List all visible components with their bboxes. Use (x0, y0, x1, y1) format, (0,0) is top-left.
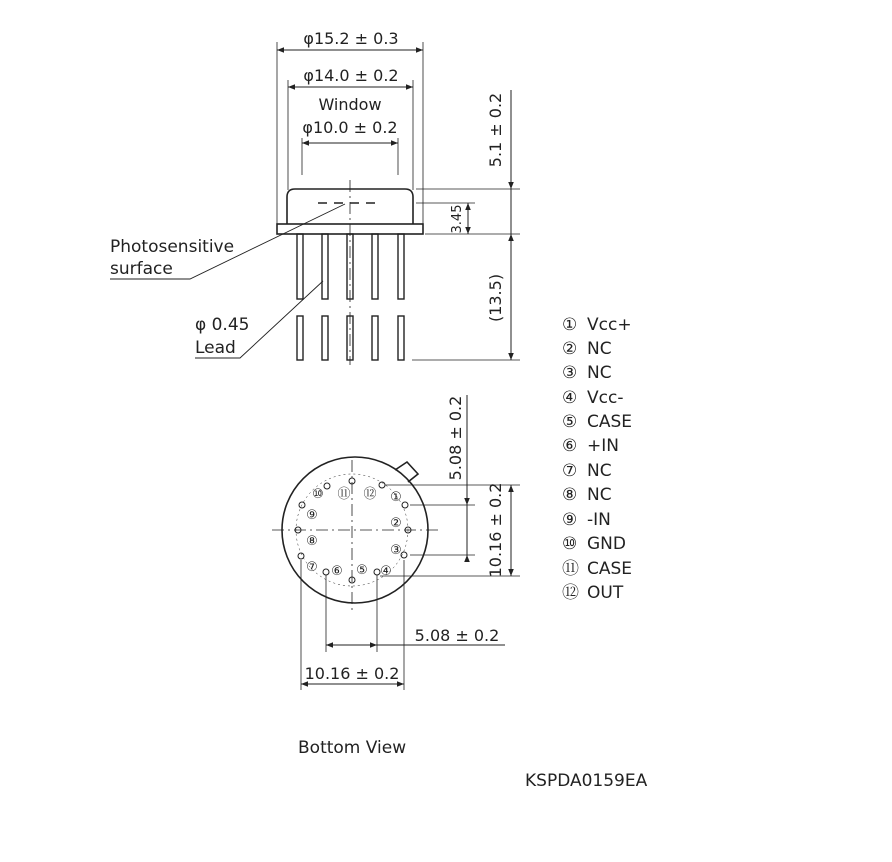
pin-number: ③ (390, 543, 402, 558)
pin-number: ⑤ (356, 563, 368, 578)
pin-legend-item (562, 315, 632, 335)
dim-window-label: φ10.0 ± 0.2 (302, 118, 398, 137)
side-view (110, 29, 520, 365)
pin-number: ⑧ (306, 534, 318, 549)
dim-height-label: 5.1 ± 0.2 (486, 92, 505, 168)
pin-legend-name: NC (587, 461, 612, 481)
pin-legend-number: ⑨ (562, 510, 578, 530)
pin-number: ⑫ (363, 487, 377, 502)
window-label: Window (318, 95, 382, 114)
pin-legend-item (562, 583, 624, 603)
dim-h-small-label: 5.08 ± 0.2 (414, 626, 500, 645)
pin-legend-number: ⑩ (562, 534, 578, 554)
pin-legend-name: Vcc+ (587, 315, 632, 335)
pin-legend-number: ⑧ (562, 485, 578, 505)
pin-legend-number: ⑥ (562, 436, 578, 456)
pin-legend-name: CASE (587, 412, 633, 432)
dim-v-large-label: 10.16 ± 0.2 (486, 482, 505, 578)
pin-number: ⑦ (306, 560, 318, 575)
pin-legend-number: ⑤ (562, 412, 578, 432)
bottom-view (272, 395, 520, 758)
photosensitive-label-1: Photosensitive (110, 237, 235, 257)
pin-legend-item (562, 559, 632, 579)
pin-legend-number: ④ (562, 388, 578, 408)
photosensitive-label-2: surface (110, 259, 173, 279)
pin-legend-number: ② (562, 339, 578, 359)
dim-lead-length-label: (13.5) (486, 273, 505, 323)
pin-legend-name: GND (587, 534, 626, 554)
pin-number: ② (390, 516, 402, 531)
pin-legend-number: ⑪ (562, 559, 579, 579)
pin-number: ④ (380, 564, 392, 579)
leads (297, 234, 404, 360)
pin-legend-name: NC (587, 363, 612, 383)
pin-number: ⑪ (337, 487, 351, 502)
pin-legend-item (562, 388, 623, 408)
pin-number: ⑨ (306, 508, 318, 523)
pin-legend-name: NC (587, 485, 612, 505)
pin-legend-number: ① (562, 315, 578, 335)
pin-number: ⑥ (331, 564, 343, 579)
pin-legend-number: ⑦ (562, 461, 578, 481)
pin-legend-item (562, 485, 612, 505)
dim-outer-label: φ15.2 ± 0.3 (303, 29, 399, 48)
pin-legend-item (562, 461, 612, 481)
lead-label: Lead (195, 338, 236, 358)
bottom-view-caption: Bottom View (298, 738, 407, 758)
pin-legend-name: CASE (587, 559, 633, 579)
pin-legend-item (562, 436, 619, 456)
dim-h-large-label: 10.16 ± 0.2 (304, 664, 400, 683)
pin-number: ⑩ (312, 487, 324, 502)
pin-legend-number: ⑫ (562, 583, 579, 603)
pin-legend-item (562, 412, 632, 432)
drawing-code: KSPDA0159EA (525, 771, 648, 791)
pin-number: ① (390, 490, 402, 505)
pin-legend-name: +IN (587, 436, 619, 456)
pin-legend (562, 315, 632, 603)
lead-diameter-label: φ 0.45 (195, 315, 250, 335)
pin-legend-name: NC (587, 339, 612, 359)
dim-surface-label: 3.45 (450, 204, 465, 234)
dim-v-small-label: 5.08 ± 0.2 (446, 395, 465, 481)
pin-legend-name: OUT (587, 583, 624, 603)
pin-legend-item (562, 363, 612, 383)
dim-cap-label: φ14.0 ± 0.2 (303, 66, 399, 85)
pin-legend-number: ③ (562, 363, 578, 383)
pin-legend-name: -IN (587, 510, 611, 530)
pin-numbers (306, 487, 402, 579)
pin-legend-item (562, 339, 612, 359)
pin-legend-name: Vcc- (587, 388, 624, 408)
pin-legend-item (562, 510, 611, 530)
pin-legend-item (562, 534, 626, 554)
